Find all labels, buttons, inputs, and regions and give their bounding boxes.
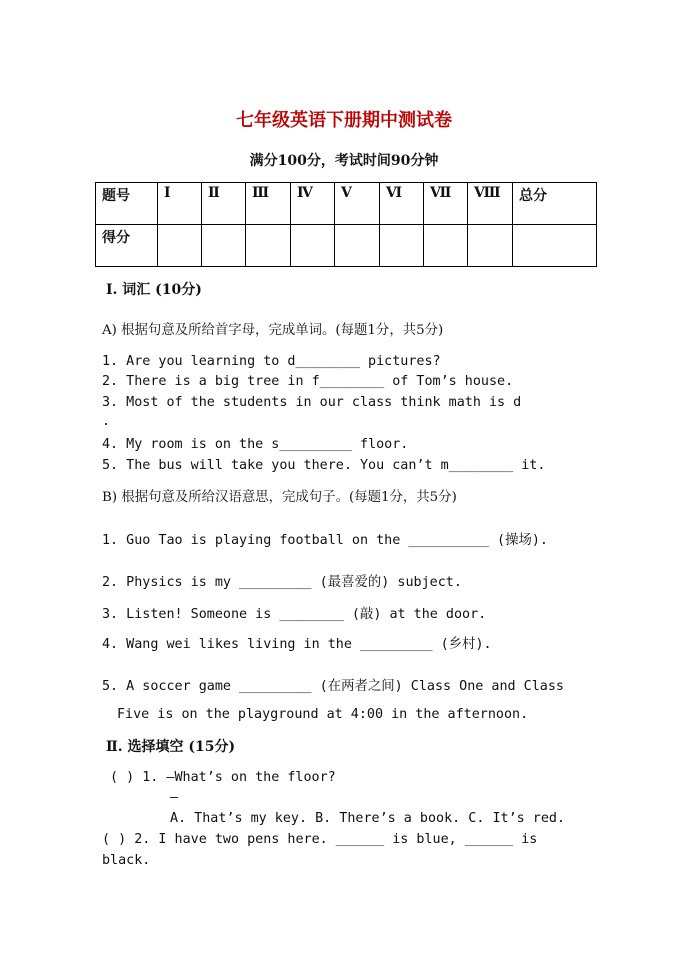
page-subtitle: 满分100分，考试时间90分钟 bbox=[249, 153, 439, 169]
score-table-score-row bbox=[96, 225, 597, 267]
answer-options: A. That’s my key. B. There’s a book. C. It’s red. bbox=[170, 811, 566, 826]
list-item: . bbox=[102, 414, 111, 429]
score-table-header-row bbox=[96, 183, 597, 225]
list-item: 1. Guo Tao is playing football on the __________ (操场). bbox=[102, 533, 548, 548]
table-cell: Ⅱ bbox=[202, 183, 246, 225]
score-cell bbox=[202, 225, 246, 267]
list-item: 3. Most of the students in our class think math is d bbox=[102, 395, 522, 410]
page-title: 七年级英语下册期中测试卷 bbox=[236, 110, 452, 131]
table-cell: 总分 bbox=[513, 183, 597, 225]
score-cell bbox=[380, 225, 424, 267]
section-heading: Ⅱ. 选择填空 (15分) bbox=[106, 739, 236, 755]
score-cell bbox=[246, 225, 291, 267]
question-stem: black. bbox=[102, 853, 151, 868]
table-cell: Ⅷ bbox=[468, 183, 513, 225]
list-item: Five is on the playground at 4:00 in the afternoon. bbox=[117, 707, 529, 722]
score-cell bbox=[291, 225, 335, 267]
score-cell bbox=[158, 225, 202, 267]
list-item: 2. There is a big tree in f________ of Tom’s house. bbox=[102, 374, 514, 389]
score-table bbox=[95, 182, 597, 267]
table-cell: 得分 bbox=[96, 225, 158, 267]
list-item: 5. A soccer game _________ (在两者之间) Class One and Class bbox=[102, 679, 564, 694]
list-item: 4. My room is on the s_________ floor. bbox=[102, 437, 409, 452]
question-stem: ( ) 2. I have two pens here. ______ is blue, ______ is bbox=[102, 832, 538, 847]
table-cell: Ⅲ bbox=[246, 183, 291, 225]
score-cell bbox=[468, 225, 513, 267]
table-cell: Ⅵ bbox=[380, 183, 424, 225]
list-item: 5. The bus will take you there. You can’t m________ it. bbox=[102, 458, 546, 473]
list-item: 3. Listen! Someone is ________ (敲) at the door. bbox=[102, 607, 487, 622]
section-heading: Ⅰ. 词汇 (10分) bbox=[106, 282, 202, 298]
answer-dash: — bbox=[170, 790, 179, 805]
question-stem: ( ) 1. —What’s on the floor? bbox=[110, 770, 336, 785]
table-cell: Ⅴ bbox=[335, 183, 380, 225]
score-cell bbox=[335, 225, 380, 267]
instruction: A) 根据句意及所给首字母，完成单词。(每题1分，共5分) bbox=[102, 323, 444, 338]
list-item: 1. Are you learning to d________ pictures? bbox=[102, 354, 441, 369]
score-cell bbox=[424, 225, 468, 267]
instruction: B) 根据句意及所给汉语意思，完成句子。(每题1分，共5分) bbox=[102, 490, 457, 505]
score-cell bbox=[513, 225, 597, 267]
table-cell: Ⅳ bbox=[291, 183, 335, 225]
list-item: 2. Physics is my _________ (最喜爱的) subject. bbox=[102, 575, 462, 590]
list-item: 4. Wang wei likes living in the _________ (乡村). bbox=[102, 637, 492, 652]
table-cell: 题号 bbox=[96, 183, 158, 225]
table-cell: Ⅶ bbox=[424, 183, 468, 225]
table-cell: Ⅰ bbox=[158, 183, 202, 225]
